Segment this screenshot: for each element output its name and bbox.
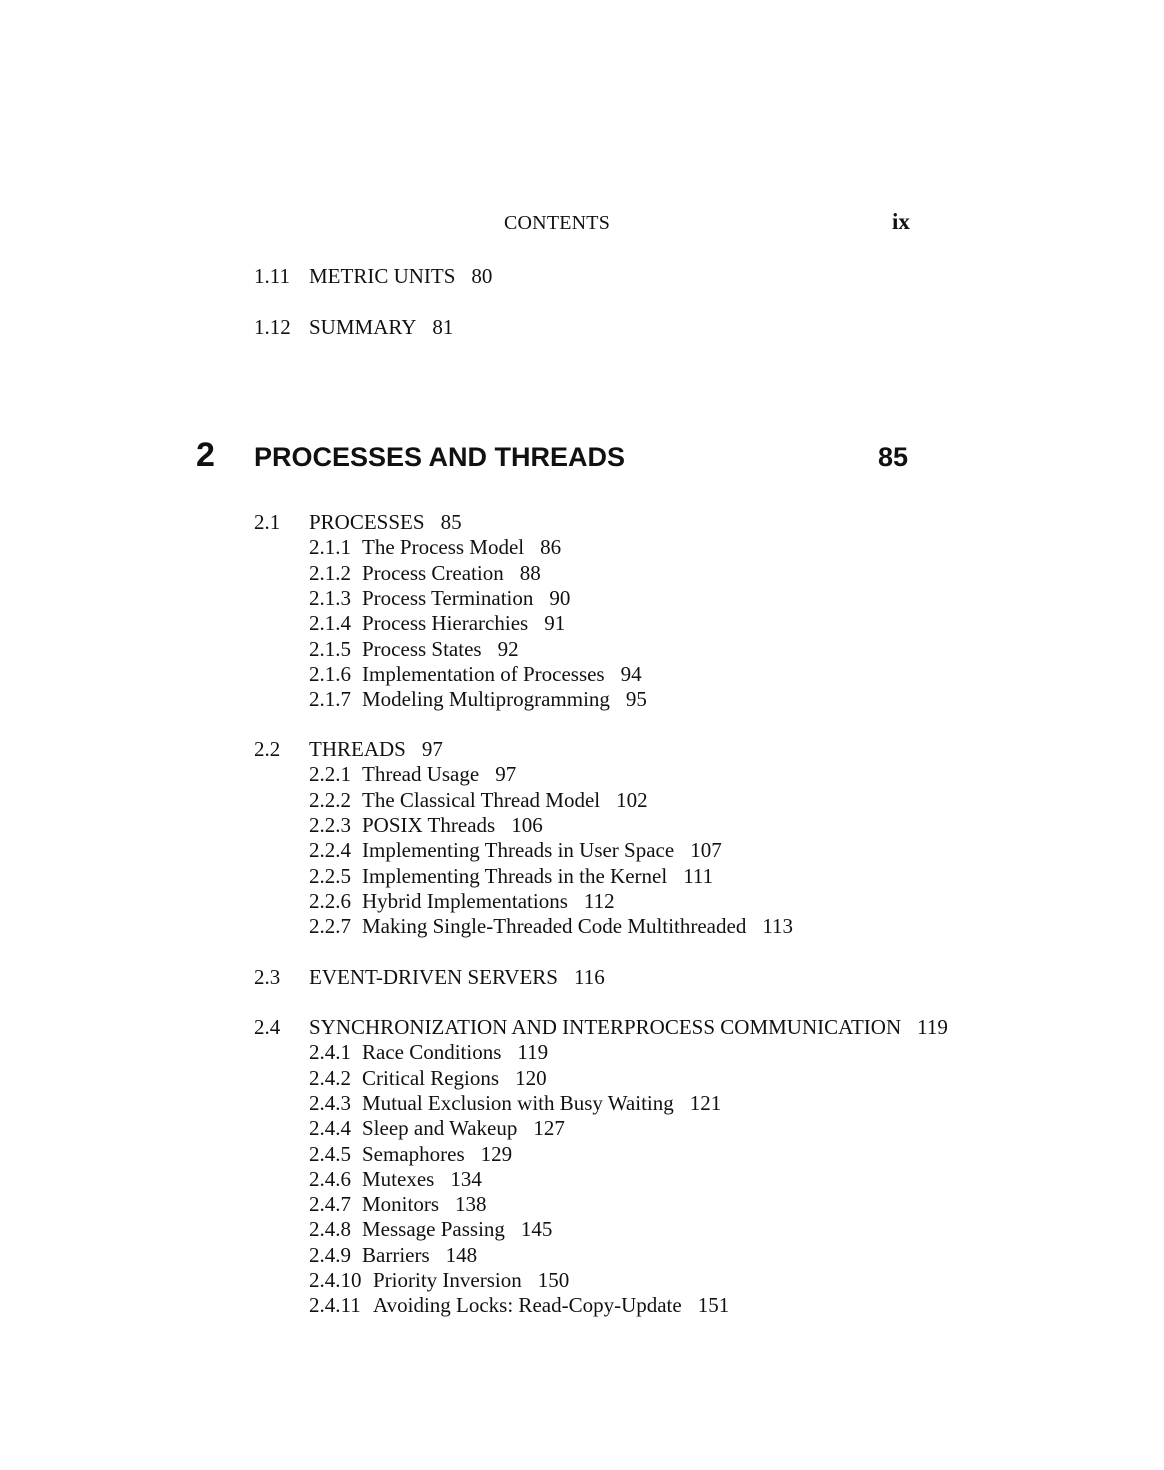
subsection-page: 107 [690, 838, 722, 863]
subsection-number: 2.2.2 [309, 787, 351, 812]
subsection-page: 88 [519, 560, 541, 585]
toc-subsection-row[interactable] [0, 611, 1164, 636]
toc-subsection-row[interactable] [0, 1243, 1164, 1268]
subsection-page: 111 [683, 863, 714, 888]
toc-section-row[interactable] [0, 965, 1164, 990]
subsection-number: 2.4.5 [309, 1141, 351, 1166]
section-number: 2.4 [254, 1015, 281, 1039]
toc-section-row[interactable] [0, 1015, 1164, 1040]
toc-subsection-row[interactable] [0, 586, 1164, 611]
subsection-number: 2.2.1 [309, 762, 351, 787]
subsection-title: Process Hierarchies [362, 611, 529, 636]
subsection-number: 2.4.8 [309, 1217, 351, 1242]
subsection-number: 2.4.9 [309, 1242, 351, 1267]
subsection-title: Thread Usage [362, 762, 480, 787]
subsection-title: Avoiding Locks: Read-Copy-Update [373, 1293, 682, 1318]
subsection-number: 2.2.5 [309, 863, 351, 888]
subsection-page: 121 [689, 1090, 722, 1115]
toc-subsection-row[interactable] [0, 914, 1164, 939]
toc-subsection-row[interactable] [0, 687, 1164, 712]
subsection-number: 2.1.5 [309, 636, 351, 661]
section-page: 116 [573, 965, 605, 989]
section-number: 2.2 [254, 737, 281, 761]
subsection-number: 2.2.6 [309, 888, 351, 913]
subsection-page: 150 [537, 1268, 570, 1292]
subsection-title: Message Passing [362, 1217, 505, 1242]
subsection-number: 2.2.4 [309, 838, 351, 863]
subsection-number: 2.1.1 [309, 535, 351, 560]
subsection-title: Implementing Threads in the Kernel [362, 863, 668, 888]
subsection-number: 2.1.7 [309, 687, 351, 712]
subsection-number: 2.4.10 [309, 1268, 362, 1292]
subsection-number: 2.4.1 [309, 1040, 351, 1065]
toc-section-row[interactable] [0, 737, 1164, 762]
toc-section-row[interactable] [0, 315, 1164, 340]
subsection-page: 112 [583, 888, 615, 913]
toc-subsection-row[interactable] [0, 1192, 1164, 1217]
toc-subsection-row[interactable] [0, 1167, 1164, 1192]
toc-section-row[interactable] [0, 264, 1164, 289]
subsection-title: Barriers [362, 1242, 430, 1267]
subsection-page: 138 [455, 1192, 487, 1217]
toc-subsection-row[interactable] [0, 662, 1164, 687]
subsection-number: 2.1.2 [309, 560, 351, 585]
section-page: 85 [440, 510, 462, 534]
toc-subsection-row[interactable] [0, 864, 1164, 889]
subsection-title: Making Single-Threaded Code Multithreaded [362, 914, 747, 939]
section-number: 2.3 [254, 965, 281, 989]
subsection-number: 2.2.7 [309, 914, 351, 939]
toc-subsection-row[interactable] [0, 1142, 1164, 1167]
subsection-page: 145 [520, 1217, 553, 1242]
section-title: THREADS [309, 737, 406, 761]
subsection-number: 2.4.6 [309, 1166, 351, 1191]
subsection-title: Sleep and Wakeup [362, 1116, 518, 1141]
chapter-number: 2 [196, 436, 215, 474]
subsection-number: 2.4.2 [309, 1065, 351, 1090]
subsection-page: 119 [517, 1040, 549, 1065]
subsection-title: Critical Regions [362, 1065, 500, 1090]
subsection-page: 95 [625, 687, 647, 712]
subsection-title: Modeling Multiprogramming [362, 687, 610, 712]
toc-subsection-row[interactable] [0, 1268, 1164, 1293]
subsection-title: The Classical Thread Model [362, 787, 601, 812]
subsection-title: Hybrid Implementations [362, 888, 568, 913]
toc-section-row[interactable] [0, 510, 1164, 535]
toc-subsection-row[interactable] [0, 1116, 1164, 1141]
subsection-page: 148 [445, 1242, 478, 1267]
subsection-page: 113 [762, 914, 794, 939]
subsection-title: Semaphores [362, 1141, 465, 1166]
subsection-title: Process Creation [362, 560, 504, 585]
section-number: 2.1 [254, 510, 281, 534]
toc-subsection-row[interactable] [0, 1217, 1164, 1242]
section-number: 1.11 [254, 264, 290, 288]
subsection-number: 2.1.6 [309, 661, 351, 686]
toc-subsection-row[interactable] [0, 535, 1164, 560]
subsection-title: Mutual Exclusion with Busy Waiting [362, 1090, 674, 1115]
toc-subsection-row[interactable] [0, 1091, 1164, 1116]
toc-subsection-row[interactable] [0, 1293, 1164, 1318]
subsection-number: 2.2.3 [309, 812, 351, 837]
subsection-title: Implementation of Processes [362, 661, 605, 686]
subsection-title: Process Termination [362, 585, 534, 610]
subsection-page: 151 [697, 1293, 730, 1318]
subsection-page: 91 [544, 611, 566, 636]
subsection-page: 94 [620, 661, 642, 686]
subsection-page: 92 [497, 636, 519, 661]
chapter-title[interactable]: PROCESSES AND THREADS [254, 442, 626, 472]
section-title: SYNCHRONIZATION AND INTERPROCESS COMMUNICATION [309, 1015, 902, 1039]
section-title: METRIC UNITS [309, 264, 456, 288]
section-page: 81 [432, 315, 454, 339]
section-page: 119 [917, 1015, 948, 1039]
subsection-title: Implementing Threads in User Space [362, 838, 675, 863]
subsection-page: 106 [511, 812, 543, 837]
subsection-page: 134 [450, 1166, 482, 1191]
toc-subsection-row[interactable] [0, 762, 1164, 787]
section-page: 80 [471, 264, 493, 288]
section-number: 1.12 [254, 315, 291, 339]
subsection-title: POSIX Threads [362, 812, 496, 837]
subsection-page: 102 [616, 787, 648, 812]
toc-subsection-row[interactable] [0, 838, 1164, 863]
subsection-number: 2.1.4 [309, 611, 351, 636]
subsection-page: 90 [549, 585, 571, 610]
subsection-title: Monitors [362, 1192, 440, 1217]
section-title: PROCESSES [309, 510, 425, 534]
toc-subsection-row[interactable] [0, 813, 1164, 838]
running-head: CONTENTS [504, 212, 611, 234]
subsection-title: The Process Model [362, 535, 525, 560]
subsection-title: Race Conditions [362, 1040, 502, 1065]
subsection-number: 2.4.3 [309, 1090, 351, 1115]
toc-subsection-row[interactable] [0, 561, 1164, 586]
subsection-number: 2.4.11 [309, 1293, 361, 1318]
toc-subsection-row[interactable] [0, 889, 1164, 914]
subsection-number: 2.4.7 [309, 1192, 351, 1217]
subsection-title: Priority Inversion [373, 1268, 522, 1292]
toc-subsection-row[interactable] [0, 637, 1164, 662]
subsection-page: 127 [533, 1116, 565, 1141]
subsection-number: 2.4.4 [309, 1116, 351, 1141]
subsection-page: 97 [495, 762, 517, 787]
subsection-title: Mutexes [362, 1166, 435, 1191]
section-title: SUMMARY [309, 315, 417, 339]
page-number: ix [892, 209, 910, 234]
toc-subsection-row[interactable] [0, 1040, 1164, 1065]
section-page: 97 [421, 737, 443, 761]
section-title: EVENT-DRIVEN SERVERS [309, 965, 558, 989]
toc-subsection-row[interactable] [0, 1066, 1164, 1091]
toc-subsection-row[interactable] [0, 788, 1164, 813]
subsection-page: 86 [540, 535, 562, 560]
subsection-page: 129 [480, 1141, 513, 1166]
subsection-number: 2.1.3 [309, 585, 351, 610]
chapter-page: 85 [878, 442, 909, 472]
subsection-page: 120 [515, 1065, 547, 1090]
subsection-title: Process States [362, 636, 482, 661]
